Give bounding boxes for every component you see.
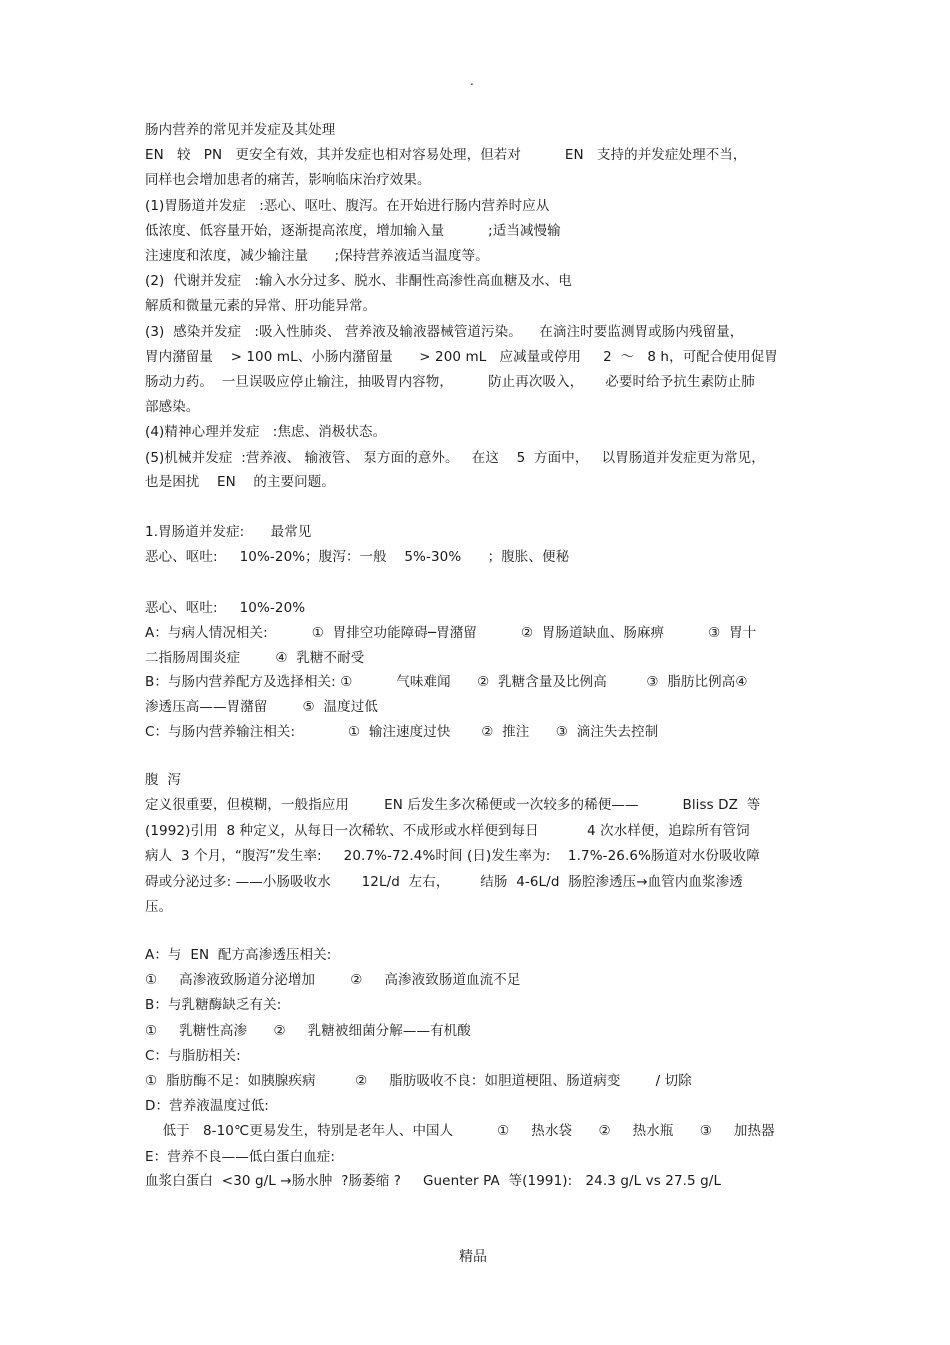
- text-line: A：与病人情况相关: ① 胃排空功能障碍─胃潴留 ② 胃肠道缺血、肠麻痹 ③ 胃十: [145, 625, 757, 641]
- text-line: 渗透压高——胃潴留 ⑤ 温度过低: [145, 699, 378, 715]
- text-line: 血浆白蛋白 <30 g/L →肠水肿 ?肠萎缩 ? Guenter PA 等(1991): 24.3 g/L vs 27.5 g/L: [145, 1173, 722, 1189]
- text-line: (5)机械并发症 :营养液、 输液管、 泵方面的意外。 在这 5 方面中， 以胃肠道并发症更为常见，: [145, 450, 765, 466]
- text-line: 病人 3 个月，“腹泻”发生率: 20.7%-72.4%时间 (日)发生率为: 1.7%-26.6%肠道对水份吸收障: [145, 848, 760, 864]
- text-line: 注速度和浓度，减少输注量 ;保持营养液适当温度等。: [145, 248, 489, 264]
- text-line: ① 脂肪酶不足：如胰腺疾病 ② 脂肪吸收不良：如胆道梗阻、肠道病变 / 切除: [145, 1073, 692, 1089]
- text-line: (1)胃肠道并发症 :恶心、呕吐、腹泻。在开始进行肠内营养时应从: [145, 198, 550, 214]
- text-line: (2) 代谢并发症 :输入水分过多、脱水、非酮性高渗性高血糖及水、电: [145, 273, 572, 289]
- text-line: C：与肠内营养输注相关: ① 输注速度过快 ② 推注 ③ 滴注失去控制: [145, 724, 659, 740]
- text-line: ① 高渗液致肠道分泌增加 ② 高渗液致肠道血流不足: [145, 972, 521, 988]
- text-line: 也是困扰 EN 的主要问题。: [145, 474, 335, 490]
- text-line: (4)精神心理并发症 :焦虑、消极状态。: [145, 424, 387, 440]
- text-line: 部感染。: [145, 399, 200, 415]
- text-line: 恶心、呕吐: 10%-20%；腹泻：一般 5%-30% ；腹胀、便秘: [145, 549, 570, 565]
- text-line: 腹 泻: [145, 772, 181, 788]
- text-line: E：营养不良——低白蛋白血症:: [145, 1149, 336, 1165]
- header-mark: .: [470, 74, 474, 88]
- text-line: 解质和微量元素的异常、肝功能异常。: [145, 298, 377, 314]
- text-line: C：与脂肪相关:: [145, 1048, 241, 1064]
- page-footer: 精品: [459, 1249, 487, 1265]
- text-line: D：营养液温度过低:: [145, 1098, 269, 1114]
- text-line: B：与肠内营养配方及选择相关: ① 气味难闻 ② 乳糖含量及比例高 ③ 脂肪比例高④: [145, 674, 748, 690]
- text-line: 低于 8-10℃更易发生，特别是老年人、中国人 ① 热水袋 ② 热水瓶 ③ 加热器: [145, 1123, 775, 1139]
- text-line: B：与乳糖酶缺乏有关:: [145, 997, 282, 1013]
- text-line: (1992)引用 8 种定义，从每日一次稀软、不成形或水样便到每日 4 次水样便，追踪所有管饲: [145, 823, 750, 839]
- text-line: (3) 感染并发症 :吸入性肺炎、 营养液及输液器械管道污染。 在滴注时要监测胃或肠内残留量，: [145, 324, 744, 340]
- text-line: 恶心、呕吐: 10%-20%: [145, 600, 306, 616]
- text-line: 肠内营养的常见并发症及其处理: [145, 122, 336, 138]
- text-line: A：与 EN 配方高渗透压相关:: [145, 947, 332, 963]
- text-line: EN 较 PN 更安全有效，其并发症也相对容易处理，但若对 EN 支持的并发症处理不当，: [145, 147, 747, 163]
- text-line: 压。: [145, 899, 173, 915]
- text-line: ① 乳糖性高渗 ② 乳糖被细菌分解——有机酸: [145, 1023, 471, 1039]
- text-line: 二指肠周围炎症 ④ 乳糖不耐受: [145, 650, 365, 666]
- text-line: 胃内潴留量 > 100 mL、小肠内潴留量 > 200 mL 应减量或停用 2 ～ 8 h，可配合使用促胃: [145, 349, 778, 365]
- text-line: 碍或分泌过多: ——小肠吸收水 12L/d 左右， 结肠 4-6L/d 肠腔渗透压→血管内血浆渗透: [145, 874, 743, 890]
- text-line: 肠动力药。 一旦误吸应停止输注，抽吸胃内容物， 防止再次吸入， 必要时给予抗生素防止肺: [145, 374, 755, 390]
- text-line: 同样也会增加患者的痛苦，影响临床治疗效果。: [145, 172, 431, 188]
- text-line: 1.胃肠道并发症: 最常见: [145, 524, 312, 540]
- text-line: 定义很重要，但模糊，一般指应用 EN 后发生多次稀便或一次较多的稀便—— Bliss DZ 等: [145, 797, 761, 813]
- text-line: 低浓度、低容量开始，逐渐提高浓度，增加输入量 ;适当减慢输: [145, 223, 561, 239]
